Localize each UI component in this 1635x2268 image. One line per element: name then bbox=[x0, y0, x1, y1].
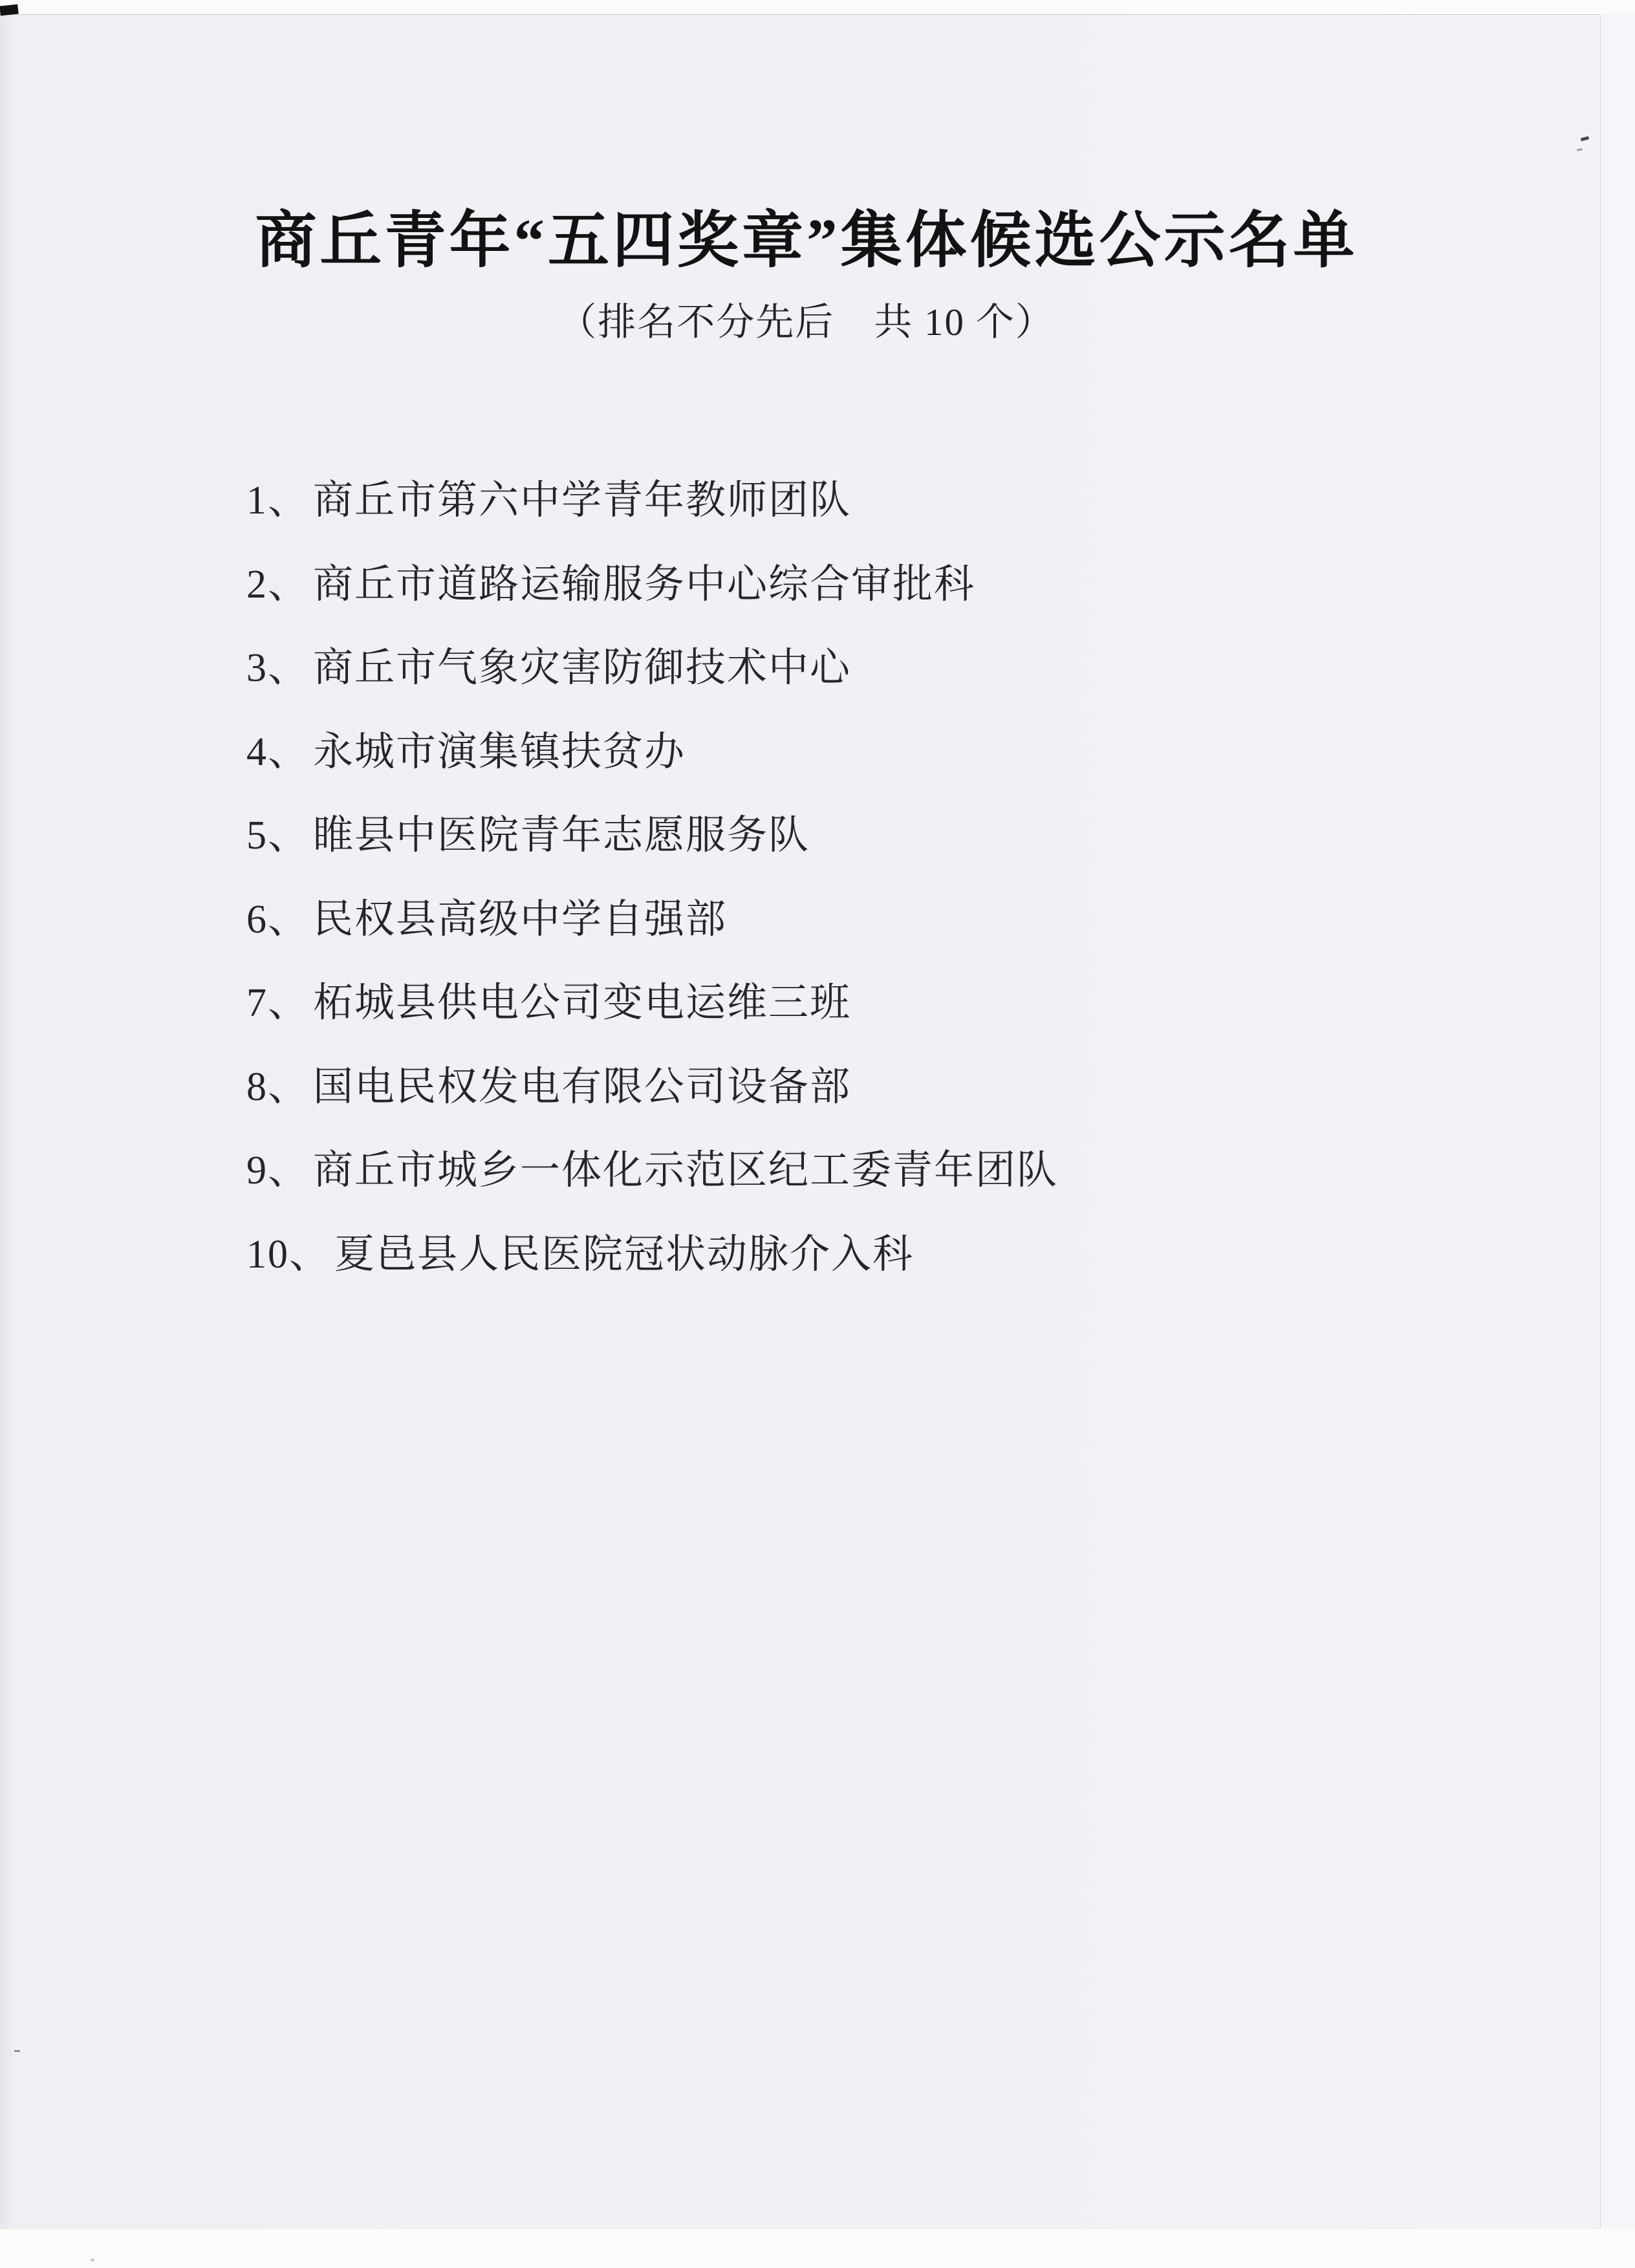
list-item bbox=[246, 1041, 1475, 1125]
list-item bbox=[246, 539, 1475, 623]
scan-corner-artifact bbox=[0, 5, 19, 16]
item-number: 2、 bbox=[246, 562, 310, 607]
item-number: 1、 bbox=[246, 479, 310, 523]
item-number: 6、 bbox=[246, 897, 310, 942]
item-name: 国电民权发电有限公司设备部 bbox=[313, 1064, 852, 1109]
item-name: 夏邑县人民医院冠状动脉介入科 bbox=[334, 1232, 915, 1277]
item-name: 商丘市城乡一体化示范区纪工委青年团队 bbox=[313, 1149, 1059, 1193]
item-name: 民权县高级中学自强部 bbox=[313, 897, 728, 942]
item-number: 9、 bbox=[246, 1149, 310, 1193]
item-name: 柘城县供电公司变电运维三班 bbox=[313, 981, 852, 1026]
item-name: 永城市演集镇扶贫办 bbox=[313, 729, 686, 774]
candidate-list bbox=[246, 455, 1475, 1292]
item-number: 5、 bbox=[246, 814, 310, 858]
item-number: 7、 bbox=[246, 981, 310, 1026]
item-name: 商丘市道路运输服务中心综合审批科 bbox=[313, 562, 976, 607]
list-item bbox=[246, 622, 1475, 706]
page-subtitle: （排名不分先后 共 10 个） bbox=[558, 301, 1055, 343]
item-number: 10、 bbox=[246, 1232, 331, 1277]
item-number: 8、 bbox=[246, 1064, 310, 1109]
scan-speck bbox=[91, 2258, 94, 2262]
list-item bbox=[246, 874, 1475, 958]
list-item bbox=[246, 455, 1475, 539]
list-item bbox=[246, 1125, 1475, 1209]
scan-speck bbox=[14, 2050, 20, 2052]
item-name: 商丘市第六中学青年教师团队 bbox=[313, 479, 852, 523]
item-number: 3、 bbox=[246, 646, 310, 691]
list-item bbox=[246, 1209, 1475, 1293]
item-name: 商丘市气象灾害防御技术中心 bbox=[313, 646, 852, 691]
item-number: 4、 bbox=[246, 729, 310, 774]
item-name: 睢县中医院青年志愿服务队 bbox=[313, 814, 810, 858]
page-title: 商丘青年“五四奖章”集体候选公示名单 bbox=[255, 206, 1358, 275]
list-item bbox=[246, 706, 1475, 790]
list-item bbox=[246, 790, 1475, 874]
list-item bbox=[246, 957, 1475, 1041]
